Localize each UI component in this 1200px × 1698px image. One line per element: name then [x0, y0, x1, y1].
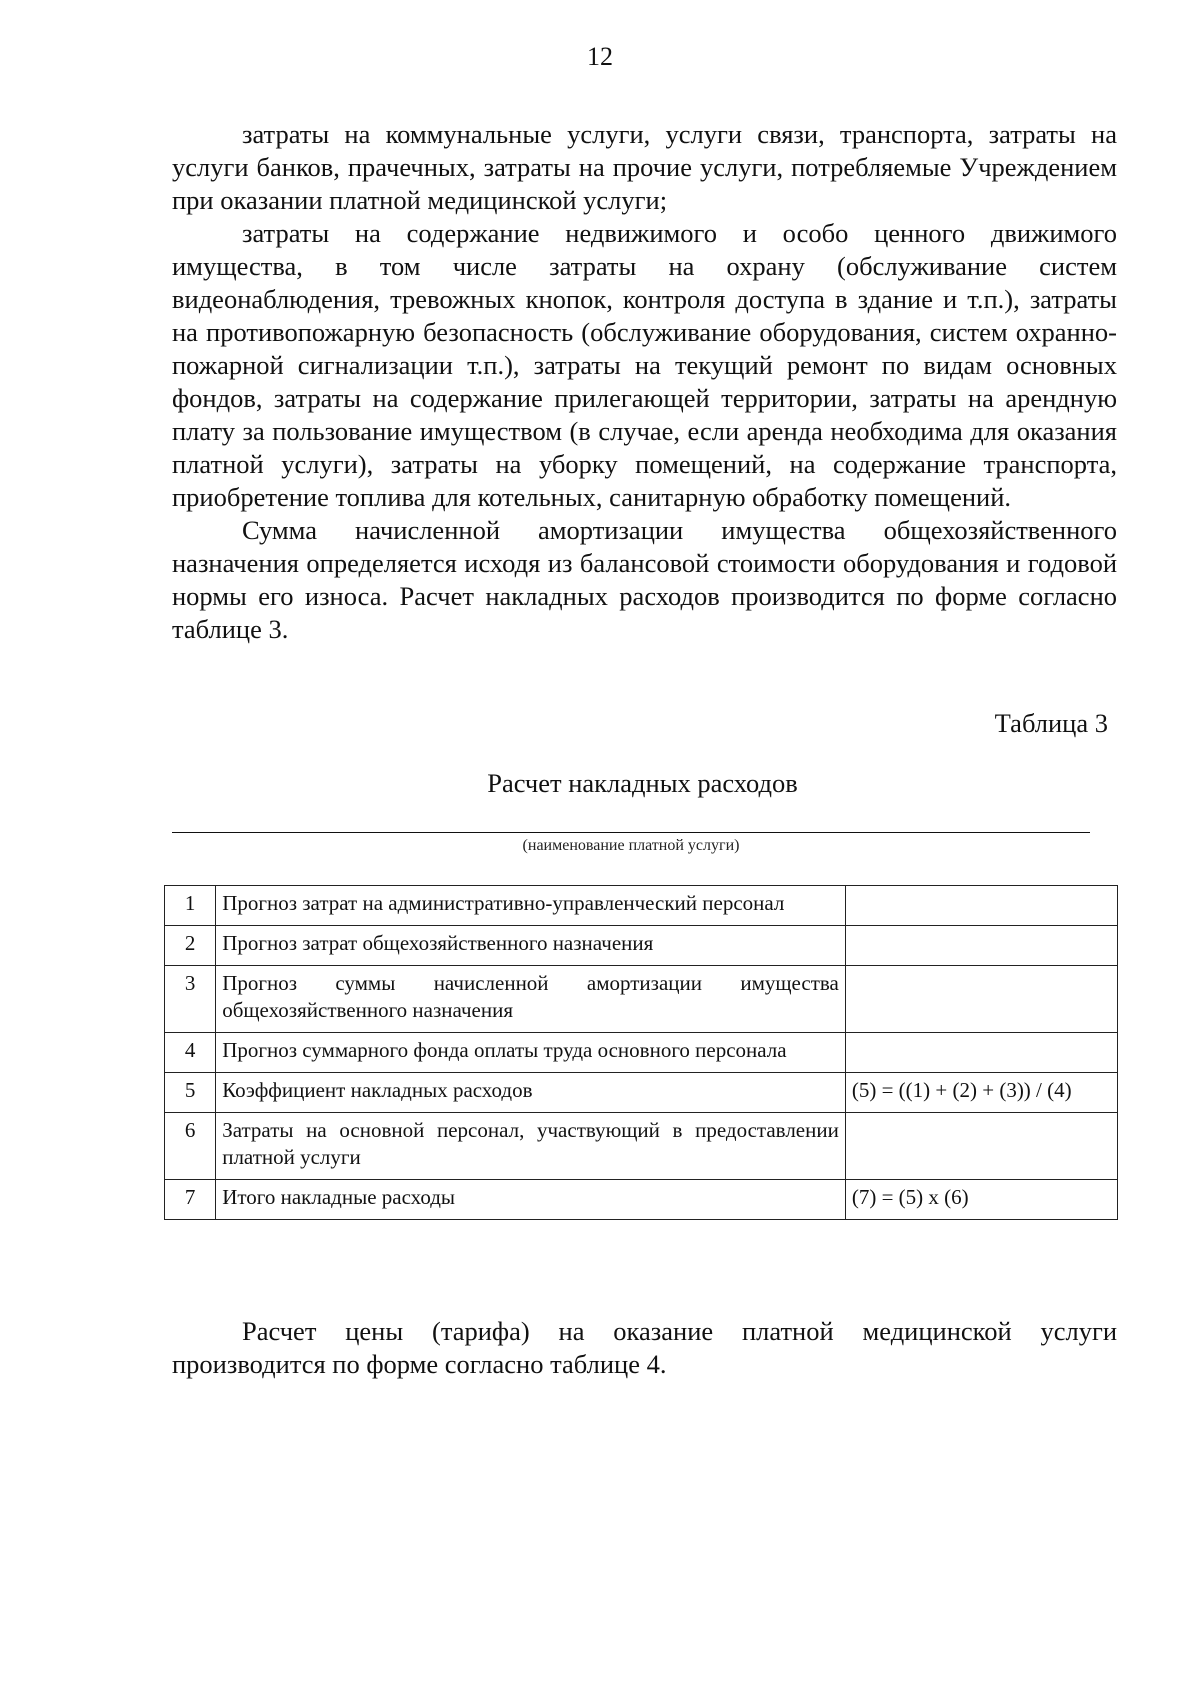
- row-description: Прогноз суммы начисленной амортизации имущества общехозяйственного назначения: [216, 966, 846, 1033]
- row-value: [845, 1113, 1117, 1180]
- table-title: Расчет накладных расходов: [487, 768, 798, 798]
- table-row: [165, 1113, 1118, 1180]
- table-row: [165, 966, 1118, 1033]
- page-number: 12: [587, 42, 613, 71]
- row-description: Прогноз суммарного фонда оплаты труда основного персонала: [216, 1033, 846, 1073]
- paragraph: затраты на содержание недвижимого и особо ценного движимого имущества, в том числе затраты на охрану (обслуживание систем видеонаблюдения, тревожных кнопок, контроля доступа в здание и т.п.), затраты на противопожарную безопасность (обслуживание оборудования, систем охранно-пожарной сигнализации т.п.), затраты на текущий ремонт по видам основных фондов, затраты на содержание прилегающей территории, затраты на арендную плату за пользование имуществом (в случае, если аренда необходима для оказания платной услуги), затраты на уборку помещений, на содержание транспорта, приобретение топлива для котельных, санитарную обработку помещений.: [172, 218, 1117, 512]
- paragraph: Сумма начисленной амортизации имущества общехозяйственного назначения определяется исходя из балансовой стоимости оборудования и годовой нормы его износа. Расчет накладных расходов производится по форме согласно таблице 3.: [172, 515, 1117, 644]
- table-row: [165, 886, 1118, 926]
- row-value: [845, 886, 1117, 926]
- row-description: Прогноз затрат на административно-управленческий персонал: [216, 886, 846, 926]
- table-row: [165, 1033, 1118, 1073]
- outro-text: [172, 1315, 1117, 1381]
- table-row: [165, 1073, 1118, 1113]
- row-value: (5) = ((1) + (2) + (3)) / (4): [845, 1073, 1117, 1113]
- row-value: [845, 1033, 1117, 1073]
- row-number: 4: [165, 1033, 216, 1073]
- row-number: 6: [165, 1113, 216, 1180]
- row-description: Затраты на основной персонал, участвующий в предоставлении платной услуги: [216, 1113, 846, 1180]
- service-name-hint: (наименование платной услуги): [522, 837, 740, 854]
- table-row: [165, 1180, 1118, 1220]
- table-row: [165, 926, 1118, 966]
- table-caption: Таблица 3: [994, 708, 1108, 738]
- row-description: Прогноз затрат общехозяйственного назначения: [216, 926, 846, 966]
- paragraph: Расчет цены (тарифа) на оказание платной медицинской услуги производится по форме согласно таблице 4.: [172, 1316, 1117, 1379]
- row-number: 2: [165, 926, 216, 966]
- row-number: 1: [165, 886, 216, 926]
- row-number: 5: [165, 1073, 216, 1113]
- row-description: Итого накладные расходы: [216, 1180, 846, 1220]
- row-value: [845, 966, 1117, 1033]
- row-description: Коэффициент накладных расходов: [216, 1073, 846, 1113]
- row-number: 7: [165, 1180, 216, 1220]
- row-value: (7) = (5) х (6): [845, 1180, 1117, 1220]
- row-number: 3: [165, 966, 216, 1033]
- overhead-table: [164, 885, 1118, 1220]
- paragraph: затраты на коммунальные услуги, услуги связи, транспорта, затраты на услуги банков, прачечных, затраты на прочие услуги, потребляемые Учреждением при оказании платной медицинской услуги;: [172, 119, 1117, 215]
- row-value: [845, 926, 1117, 966]
- intro-text: [172, 118, 1117, 646]
- service-name-line: [172, 832, 1090, 833]
